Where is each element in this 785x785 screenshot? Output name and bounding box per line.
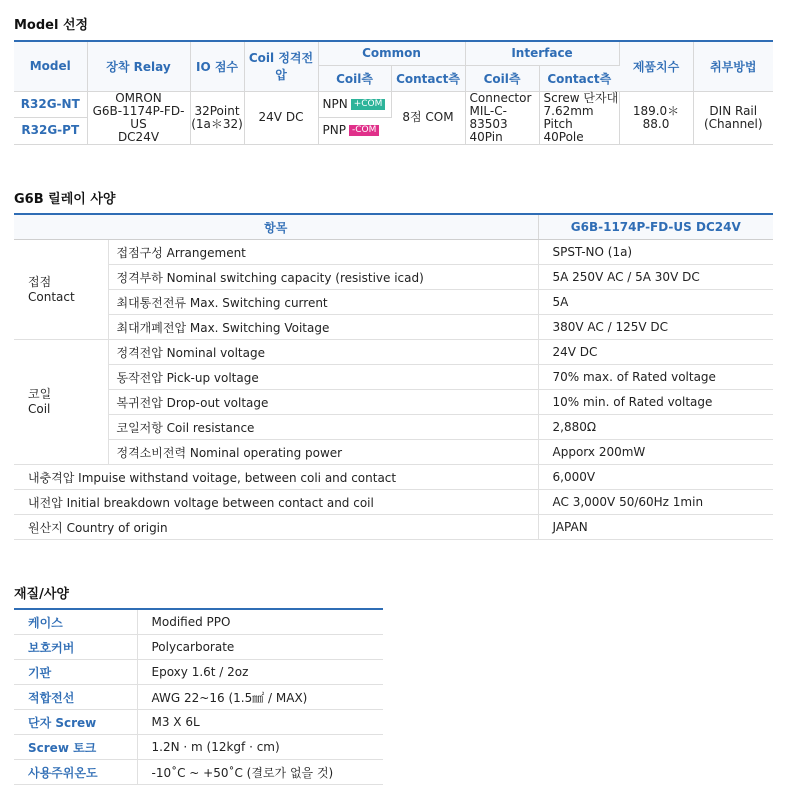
npn-cell	[318, 91, 391, 118]
relay-line1: OMRON	[115, 90, 162, 105]
iface-coil-cell	[465, 91, 539, 144]
size-cell: 189.0＊88.0	[619, 91, 693, 144]
material-key: 케이스	[14, 609, 137, 635]
mount-line2: (Channel)	[703, 116, 763, 131]
io-cell	[190, 91, 244, 144]
model-selection-table	[14, 40, 773, 145]
table-row	[14, 440, 773, 465]
header-io: IO 점수	[190, 41, 244, 91]
table-row	[14, 365, 773, 390]
contact-group-line1: 접점	[28, 274, 52, 289]
table-row	[14, 660, 383, 685]
material-value: AWG 22~16 (1.5㎟ / MAX)	[137, 685, 383, 710]
spec-value: 70% max. of Rated voltage	[538, 365, 773, 390]
iface-contact-cell	[539, 91, 619, 144]
io-line1: 32Point	[194, 103, 240, 118]
relay-line3: DC24V	[117, 129, 160, 144]
header-common-contact: Contact측	[391, 65, 465, 91]
header-common-coil: Coil측	[318, 65, 391, 91]
spec-label: 최대통전전류 Max. Switching current	[108, 290, 538, 315]
mount-line1: DIN Rail	[709, 103, 758, 118]
table-row	[14, 685, 383, 710]
spec-value: 2,880Ω	[538, 415, 773, 440]
spec-label: 내전압 Initial breakdown voltage between contact and coil	[14, 490, 538, 515]
spec-label: 접점구성 Arrangement	[108, 240, 538, 265]
spec-value: 24V DC	[538, 340, 773, 365]
table-row	[14, 515, 773, 540]
pnp-tag: -COM	[349, 125, 379, 136]
spec-value: SPST-NO (1a)	[538, 240, 773, 265]
table-row	[14, 710, 383, 735]
table-row	[14, 390, 773, 415]
table-row	[14, 340, 773, 365]
material-value: Epoxy 1.6t / 2oz	[137, 660, 383, 685]
relay-line2: G6B-1174P-FD-US	[92, 103, 185, 131]
header-size: 제품치수	[619, 41, 693, 91]
table-row	[14, 315, 773, 340]
header-model: Model	[14, 41, 87, 91]
header-value: G6B-1174P-FD-US DC24V	[538, 214, 773, 240]
table-row	[14, 465, 773, 490]
table-row	[14, 415, 773, 440]
spec-label: 내충격압 Impuise withstand voitage, between coli and contact	[14, 465, 538, 490]
spec-value: JAPAN	[538, 515, 773, 540]
spec-label: 동작전압 Pick-up voltage	[108, 365, 538, 390]
spec-value: 6,000V	[538, 465, 773, 490]
material-key: 단자 Screw	[14, 710, 137, 735]
relay-spec-table	[14, 213, 773, 540]
relay-cell	[87, 91, 190, 144]
table-row	[14, 490, 773, 515]
spec-value: Apporx 200mW	[538, 440, 773, 465]
header-interface: Interface	[465, 41, 619, 65]
spec-label: 정격부하 Nominal switching capacity (resistive icad)	[108, 265, 538, 290]
table-row	[14, 290, 773, 315]
spec-value: AC 3,000V 50/60Hz 1min	[538, 490, 773, 515]
iface-coil-line1: Connector	[469, 90, 532, 105]
material-value: M3 X 6L	[137, 710, 383, 735]
model-pt[interactable]: R32G-PT	[14, 118, 87, 145]
iface-contact-line3: 40Pole	[543, 129, 584, 144]
npn-label: NPN	[322, 96, 348, 111]
section-title-material: 재질/사양	[14, 587, 69, 602]
table-row	[14, 609, 383, 635]
spec-value: 5A	[538, 290, 773, 315]
material-value: -10˚C ~ +50˚C (결로가 없을 것)	[137, 760, 383, 785]
iface-coil-line3: 40Pin	[469, 129, 503, 144]
material-key: 적합전선	[14, 685, 137, 710]
spec-label: 복귀전압 Drop-out voltage	[108, 390, 538, 415]
iface-contact-line2: 7.62mm Pitch	[543, 103, 594, 131]
coil-group-label	[14, 340, 108, 465]
spec-value: 5A 250V AC / 5A 30V DC	[538, 265, 773, 290]
iface-contact-line1: Screw 단자대	[543, 90, 619, 105]
pnp-cell	[318, 118, 391, 145]
header-coil-voltage: Coil 정격전압	[244, 41, 318, 91]
header-mount: 취부방법	[693, 41, 773, 91]
spec-value: 380V AC / 125V DC	[538, 315, 773, 340]
table-row	[14, 635, 383, 660]
pnp-label: PNP	[322, 123, 346, 138]
spec-label: 코일저항 Coil resistance	[108, 415, 538, 440]
section-title-relay-spec: G6B 릴레이 사양	[14, 192, 116, 207]
io-line2: (1a＊32)	[191, 116, 243, 131]
spec-label: 최대개폐전압 Max. Switching Voitage	[108, 315, 538, 340]
material-key: 보호커버	[14, 635, 137, 660]
coil-group-line2: Coil	[28, 402, 51, 416]
material-value: Modified PPO	[137, 609, 383, 635]
section-title-model: Model 선정	[14, 18, 89, 33]
spec-label: 정격전압 Nominal voltage	[108, 340, 538, 365]
table-row	[14, 735, 383, 760]
npn-tag: +COM	[351, 99, 386, 110]
table-row	[14, 760, 383, 785]
spec-label: 정격소비전력 Nominal operating power	[108, 440, 538, 465]
material-key: 기판	[14, 660, 137, 685]
material-key: Screw 토크	[14, 735, 137, 760]
contact-group-label	[14, 240, 108, 340]
header-relay: 장착 Relay	[87, 41, 190, 91]
mount-cell	[693, 91, 773, 144]
contact-group-line2: Contact	[28, 289, 75, 304]
coil-group-line1: 코일	[28, 387, 52, 401]
header-item: 항목	[14, 214, 538, 240]
table-row	[14, 240, 773, 265]
spec-label: 원산지 Country of origin	[14, 515, 538, 540]
coil-voltage-cell: 24V DC	[244, 91, 318, 144]
table-row	[14, 265, 773, 290]
header-common: Common	[318, 41, 465, 65]
header-interface-coil: Coil측	[465, 65, 539, 91]
iface-coil-line2: MIL-C-83503	[469, 103, 508, 131]
header-interface-contact: Contact측	[539, 65, 619, 91]
model-nt[interactable]: R32G-NT	[14, 91, 87, 118]
contact-common-cell: 8점 COM	[391, 91, 465, 144]
material-key: 사용주위온도	[14, 760, 137, 785]
spec-value: 10% min. of Rated voltage	[538, 390, 773, 415]
material-spec-table	[14, 608, 383, 785]
material-value: Polycarborate	[137, 635, 383, 660]
material-value: 1.2N · m (12kgf · cm)	[137, 735, 383, 760]
